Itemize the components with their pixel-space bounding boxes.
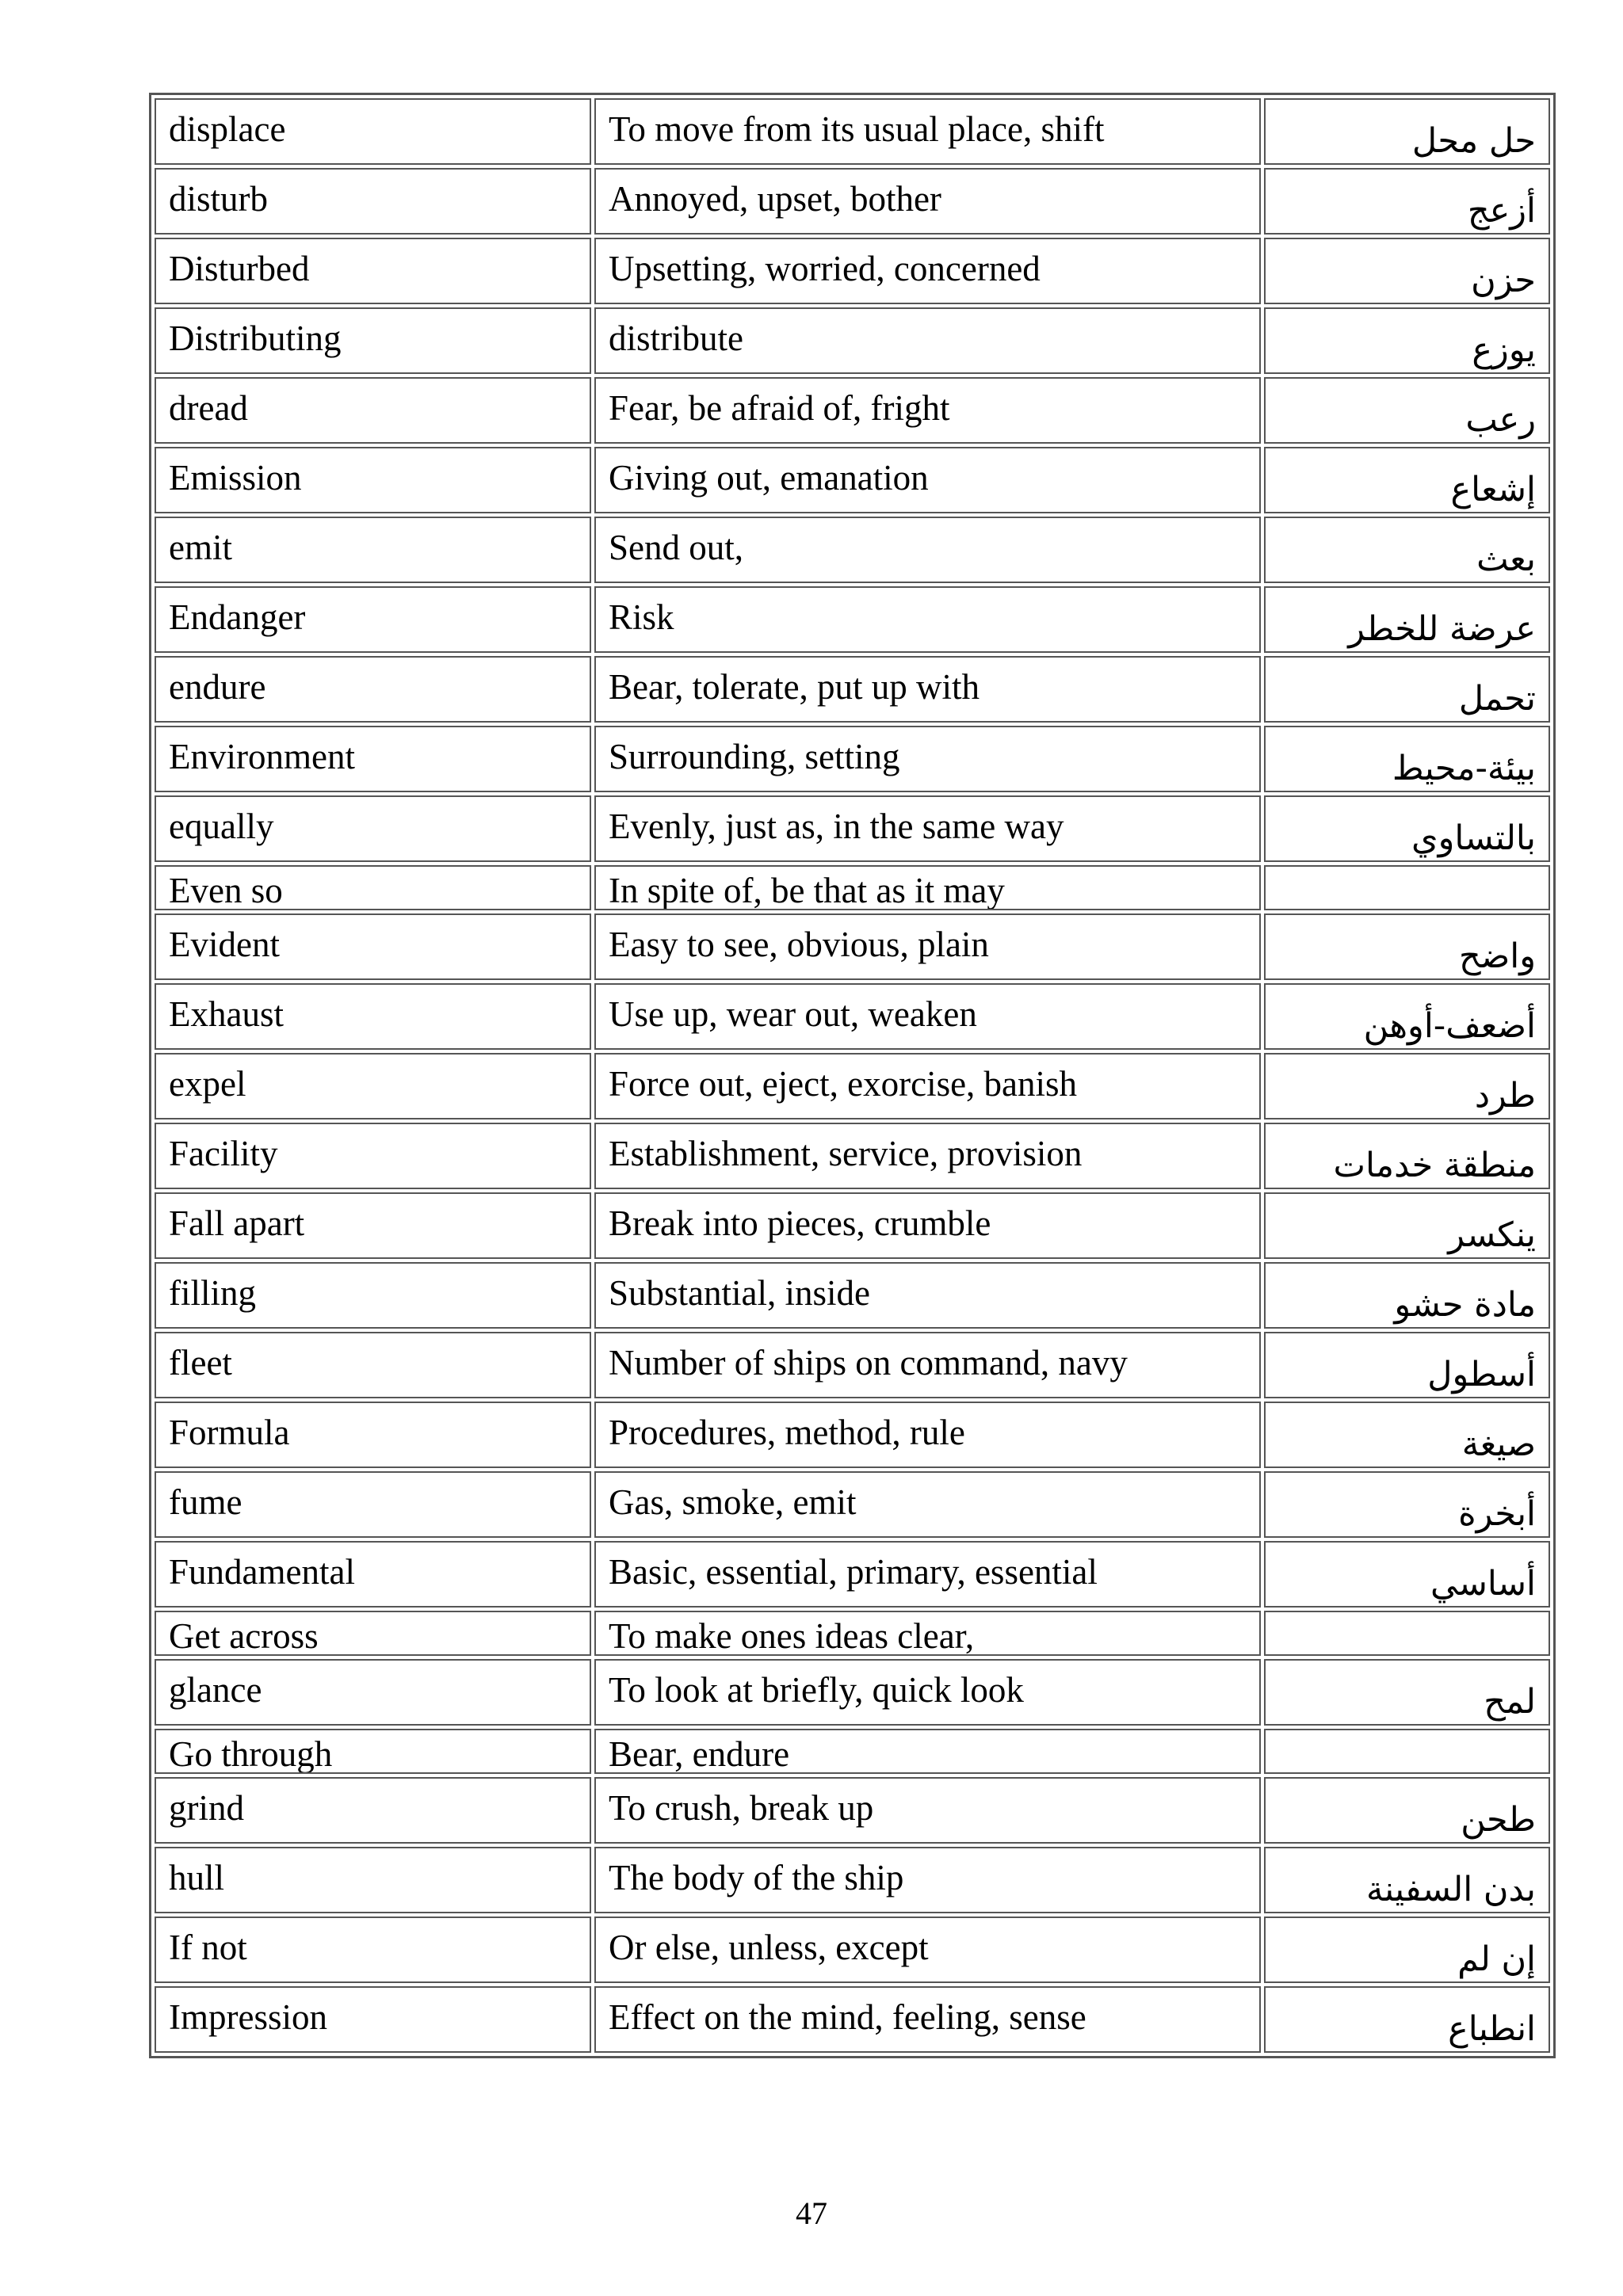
- english-definition: Force out, eject, exorcise, banish: [594, 1053, 1261, 1119]
- english-term: Distributing: [155, 307, 591, 374]
- arabic-translation: عرضة للخطر: [1264, 586, 1550, 653]
- arabic-translation: بيئة-محيط: [1264, 726, 1550, 792]
- arabic-translation: إشعاع: [1264, 447, 1550, 513]
- table-row: [155, 238, 1550, 304]
- english-definition: Send out,: [594, 517, 1261, 583]
- english-term: displace: [155, 98, 591, 165]
- english-definition: Break into pieces, crumble: [594, 1192, 1261, 1259]
- arabic-translation: لمح: [1264, 1659, 1550, 1726]
- english-definition: The body of the ship: [594, 1847, 1261, 1913]
- english-definition: To make ones ideas clear,: [594, 1611, 1261, 1656]
- english-term: expel: [155, 1053, 591, 1119]
- english-term: Environment: [155, 726, 591, 792]
- table-row: [155, 913, 1550, 980]
- page-number: 47: [796, 2195, 827, 2231]
- arabic-translation: أزعج: [1264, 168, 1550, 235]
- arabic-translation: طحن: [1264, 1777, 1550, 1844]
- arabic-translation: رعب: [1264, 377, 1550, 444]
- arabic-translation: يوزع: [1264, 307, 1550, 374]
- english-definition: Basic, essential, primary, essential: [594, 1541, 1261, 1608]
- english-term: fleet: [155, 1332, 591, 1398]
- table-row: [155, 1332, 1550, 1398]
- arabic-translation: أبخرة: [1264, 1471, 1550, 1538]
- english-definition: Risk: [594, 586, 1261, 653]
- table-row: [155, 1262, 1550, 1329]
- english-definition: distribute: [594, 307, 1261, 374]
- table-row: [155, 983, 1550, 1050]
- table-row: [155, 517, 1550, 583]
- table-row: [155, 1777, 1550, 1844]
- arabic-translation: منطقة خدمات: [1264, 1123, 1550, 1189]
- arabic-translation: بعث: [1264, 517, 1550, 583]
- arabic-translation: أساسي: [1264, 1541, 1550, 1608]
- vocabulary-table-body: [155, 98, 1550, 2053]
- english-term: fume: [155, 1471, 591, 1538]
- english-term: Fall apart: [155, 1192, 591, 1259]
- english-definition: Bear, tolerate, put up with: [594, 656, 1261, 723]
- english-term: hull: [155, 1847, 591, 1913]
- table-row: [155, 1986, 1550, 2053]
- english-definition: Gas, smoke, emit: [594, 1471, 1261, 1538]
- english-term: dread: [155, 377, 591, 444]
- arabic-translation: [1264, 1729, 1550, 1774]
- english-term: Fundamental: [155, 1541, 591, 1608]
- english-definition: Easy to see, obvious, plain: [594, 913, 1261, 980]
- arabic-translation: ينكسر: [1264, 1192, 1550, 1259]
- table-row: [155, 1659, 1550, 1726]
- table-row: [155, 795, 1550, 862]
- english-definition: Substantial, inside: [594, 1262, 1261, 1329]
- table-row: [155, 98, 1550, 165]
- arabic-translation: حل محل: [1264, 98, 1550, 165]
- english-term: endure: [155, 656, 591, 723]
- english-definition: Surrounding, setting: [594, 726, 1261, 792]
- table-row: [155, 1402, 1550, 1468]
- english-term: glance: [155, 1659, 591, 1726]
- arabic-translation: حزن: [1264, 238, 1550, 304]
- english-term: Formula: [155, 1402, 591, 1468]
- english-term: Even so: [155, 865, 591, 910]
- english-definition: Annoyed, upset, bother: [594, 168, 1261, 235]
- table-row: [155, 447, 1550, 513]
- arabic-translation: [1264, 1611, 1550, 1656]
- table-row: [155, 307, 1550, 374]
- english-definition: Effect on the mind, feeling, sense: [594, 1986, 1261, 2053]
- arabic-translation: أضعف-أوهن: [1264, 983, 1550, 1050]
- english-definition: Use up, wear out, weaken: [594, 983, 1261, 1050]
- english-definition: Or else, unless, except: [594, 1917, 1261, 1983]
- arabic-translation: مادة حشو: [1264, 1262, 1550, 1329]
- english-term: equally: [155, 795, 591, 862]
- english-term: disturb: [155, 168, 591, 235]
- english-term: Emission: [155, 447, 591, 513]
- english-term: Get across: [155, 1611, 591, 1656]
- table-row: [155, 656, 1550, 723]
- table-row: [155, 377, 1550, 444]
- english-term: emit: [155, 517, 591, 583]
- english-term: Disturbed: [155, 238, 591, 304]
- english-term: Evident: [155, 913, 591, 980]
- english-term: If not: [155, 1917, 591, 1983]
- arabic-translation: [1264, 865, 1550, 910]
- english-definition: In spite of, be that as it may: [594, 865, 1261, 910]
- english-term: filling: [155, 1262, 591, 1329]
- english-term: Endanger: [155, 586, 591, 653]
- english-term: Facility: [155, 1123, 591, 1189]
- table-row: [155, 1123, 1550, 1189]
- table-row: [155, 1053, 1550, 1119]
- english-definition: To look at briefly, quick look: [594, 1659, 1261, 1726]
- english-definition: Fear, be afraid of, fright: [594, 377, 1261, 444]
- english-definition: Number of ships on command, navy: [594, 1332, 1261, 1398]
- english-term: Go through: [155, 1729, 591, 1774]
- table-row: [155, 865, 1550, 910]
- arabic-translation: صيغة: [1264, 1402, 1550, 1468]
- arabic-translation: أسطول: [1264, 1332, 1550, 1398]
- table-row: [155, 726, 1550, 792]
- arabic-translation: واضح: [1264, 913, 1550, 980]
- english-definition: Procedures, method, rule: [594, 1402, 1261, 1468]
- english-term: Exhaust: [155, 983, 591, 1050]
- arabic-translation: طرد: [1264, 1053, 1550, 1119]
- table-row: [155, 1611, 1550, 1656]
- table-row: [155, 168, 1550, 235]
- english-definition: Upsetting, worried, concerned: [594, 238, 1261, 304]
- table-row: [155, 1471, 1550, 1538]
- arabic-translation: انطباع: [1264, 1986, 1550, 2053]
- table-row: [155, 1541, 1550, 1608]
- arabic-translation: تحمل: [1264, 656, 1550, 723]
- table-row: [155, 1192, 1550, 1259]
- english-definition: Bear, endure: [594, 1729, 1261, 1774]
- vocabulary-table: [149, 93, 1556, 2058]
- table-row: [155, 1917, 1550, 1983]
- english-definition: To move from its usual place, shift: [594, 98, 1261, 165]
- english-term: Impression: [155, 1986, 591, 2053]
- arabic-translation: إن لم: [1264, 1917, 1550, 1983]
- arabic-translation: بالتساوي: [1264, 795, 1550, 862]
- english-definition: Evenly, just as, in the same way: [594, 795, 1261, 862]
- table-row: [155, 1729, 1550, 1774]
- english-definition: Establishment, service, provision: [594, 1123, 1261, 1189]
- table-row: [155, 586, 1550, 653]
- english-definition: Giving out, emanation: [594, 447, 1261, 513]
- table-row: [155, 1847, 1550, 1913]
- arabic-translation: بدن السفينة: [1264, 1847, 1550, 1913]
- english-definition: To crush, break up: [594, 1777, 1261, 1844]
- english-term: grind: [155, 1777, 591, 1844]
